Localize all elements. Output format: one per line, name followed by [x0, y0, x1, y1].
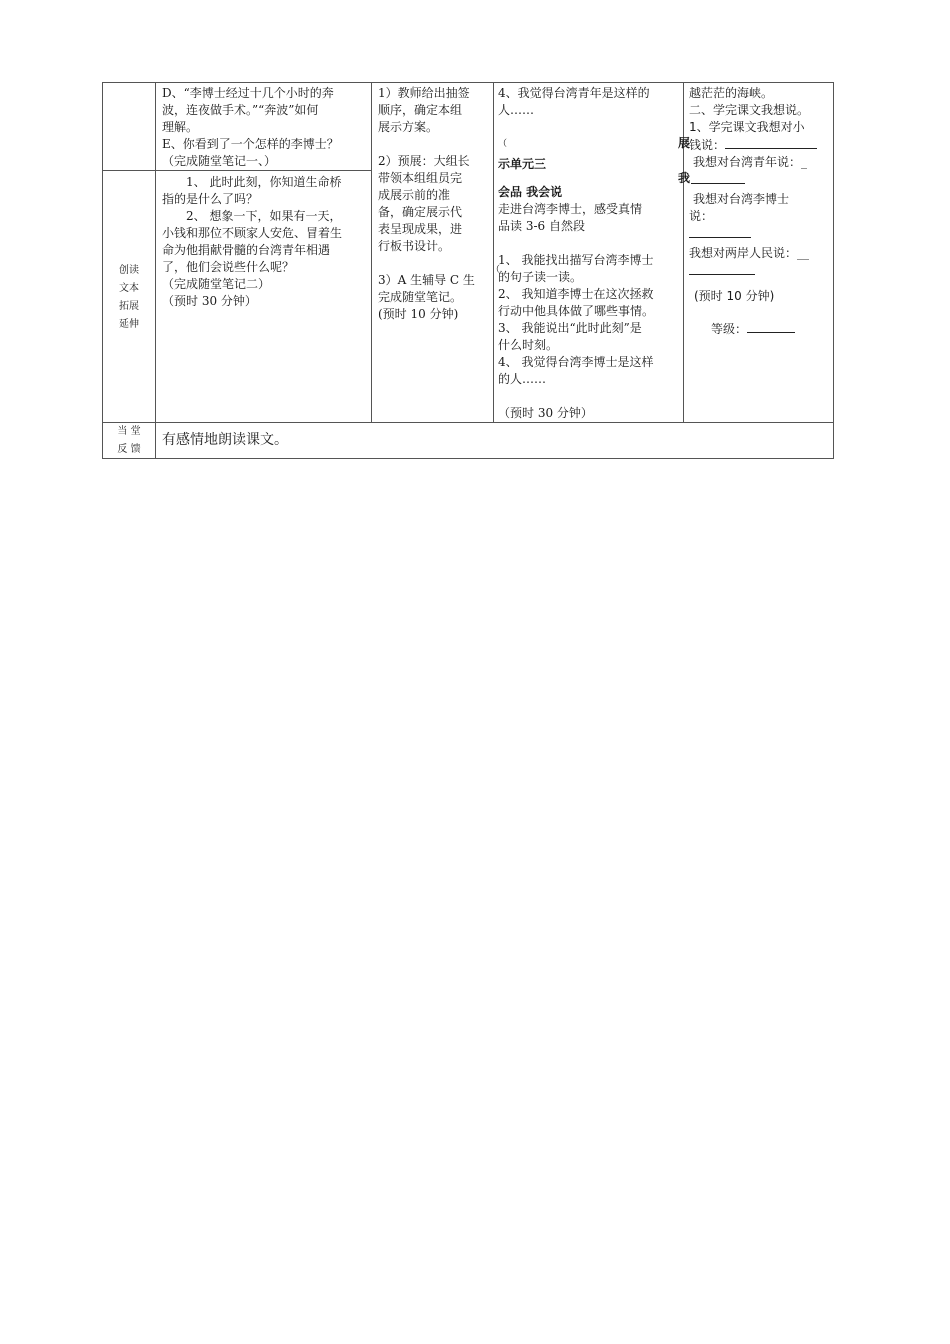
text-line: 二、学完课文我想说。 [689, 103, 810, 117]
spacer [378, 136, 490, 153]
text-line: 1、 此时此刻，你知道生命桥 [162, 175, 342, 189]
column-divider-4 [683, 82, 684, 422]
text-line: （预时 30 分钟） [498, 406, 593, 420]
row2-question-text [162, 174, 370, 310]
text-line: 2）预展：大组长 [378, 154, 470, 168]
side-label-line: 文本 [119, 283, 139, 294]
column-divider-3 [493, 82, 494, 422]
table-border-top [102, 82, 834, 83]
text-line: 走进台湾李博士，感受真情 [498, 202, 643, 216]
text-line: 完成随堂笔记。 [378, 290, 463, 304]
spacer [498, 173, 680, 184]
text-line: D、“李博士经过十几个小时的奔 [162, 86, 334, 100]
text-line: 人…… [498, 103, 535, 117]
table-border-right [833, 82, 834, 459]
text-line: 命为他捐献骨髓的台湾青年相遇 [162, 243, 331, 257]
row-divider-2 [102, 422, 834, 423]
text-line: 1、 我能找出描写台湾李博士 [498, 253, 654, 267]
text-line: 展示方案。 [378, 120, 439, 134]
side-label-line: 拓展 [119, 301, 139, 312]
spacer [378, 255, 490, 272]
overlap-char: 我 [678, 171, 691, 185]
student-activity-text [498, 85, 680, 422]
text-line: 小钱和那位不顾家人安危、冒着生 [162, 226, 343, 240]
text-line: 说： [689, 209, 714, 223]
text-line: 我想对台湾青年说：_ [693, 155, 808, 169]
spacer [498, 119, 680, 136]
grade-label: 等级： [711, 322, 748, 336]
text-line: 3）A 生辅导 C 生 [378, 273, 475, 287]
spacer [498, 388, 680, 405]
text-line: （ [498, 139, 508, 149]
text-line [689, 136, 831, 154]
column-divider-2 [371, 82, 372, 422]
side-label-line: 当 堂 [117, 426, 141, 437]
text-line: E、你看到了一个怎样的李博士？ [162, 137, 339, 151]
text-line: (预时 10 分钟) [694, 289, 775, 303]
text-line: 的人…… [498, 372, 547, 386]
text-line: 1）教师给出抽签 [378, 86, 470, 100]
text-line: 顺序，确定本组 [378, 103, 463, 117]
text-line [689, 225, 831, 243]
side-label-extension [102, 262, 156, 334]
row1-question-text [162, 85, 370, 170]
text-line: 1、学完课文我想对小 [689, 120, 805, 134]
grade-blank [747, 320, 795, 333]
spacer [689, 280, 831, 288]
side-label-feedback [102, 423, 156, 459]
text-line: 2、 我知道李博士在这次拯救 [498, 287, 654, 301]
text-line: 越茫茫的海峡。 [689, 86, 774, 100]
text-line: 4、我觉得台湾青年是这样的 [498, 86, 650, 100]
blank-line [725, 136, 817, 149]
section-heading: 会品 我会说 [498, 185, 563, 199]
text-line: 我想对台湾李博士 [693, 192, 790, 206]
text-line: 理解。 [162, 120, 199, 134]
teacher-guidance-text [378, 85, 490, 323]
side-label-line: 创读 [119, 265, 139, 276]
text-line: 波，连夜做手术。”“奔波”如何 [162, 103, 319, 117]
text-line: （完成随堂笔记一、） [162, 154, 277, 168]
text-line: 的句子读一读。 [498, 270, 583, 284]
text-line: 行板书设计。 [378, 239, 451, 253]
text-line: 行动中他具体做了哪些事情。 [498, 304, 655, 318]
text-line: （预时 30 分钟） [162, 294, 257, 308]
text-line: 成展示前的准 [378, 188, 451, 202]
spacer [498, 235, 680, 252]
blank-line [689, 225, 751, 238]
text-line: (预时 10 分钟) [378, 307, 459, 321]
text-line: 什么时刻。 [498, 338, 559, 352]
lesson-plan-table [102, 82, 834, 459]
text-line: 2、 想象一下，如果有一天， [162, 209, 342, 223]
blank-line [691, 171, 745, 184]
overlap-char: 展 [678, 136, 691, 150]
paren-mark: （ [491, 265, 501, 275]
grade-line [689, 320, 831, 338]
text-line: 了，他们会说些什么呢？ [162, 260, 295, 274]
text-span: 钱说： [689, 138, 726, 152]
text-line [689, 171, 831, 189]
text-line [689, 262, 831, 280]
spacer [689, 305, 831, 320]
row-divider-1 [102, 170, 372, 171]
text-line: 4、 我觉得台湾李博士是这样 [498, 355, 654, 369]
text-line: （完成随堂笔记二） [162, 277, 271, 291]
side-label-line: 延伸 [119, 319, 139, 330]
text-line: 表呈现成果，进 [378, 222, 463, 236]
text-line: 我想对两岸人民说：__ [689, 246, 810, 260]
text-line: 备，确定展示代 [378, 205, 463, 219]
feedback-content: 有感情地朗读课文。 [162, 432, 288, 448]
blank-line [689, 262, 755, 275]
text-line: 品读 3-6 自然段 [498, 219, 585, 233]
text-line: 带领本组组员完 [378, 171, 463, 185]
side-label-line: 反 馈 [117, 444, 141, 455]
text-line: 3、 我能说出“此时此刻”是 [498, 321, 642, 335]
text-line: 指的是什么了吗？ [162, 192, 259, 206]
section-heading: 示单元三 [498, 157, 547, 171]
table-border-bottom [102, 458, 834, 459]
reflection-text [689, 85, 831, 338]
